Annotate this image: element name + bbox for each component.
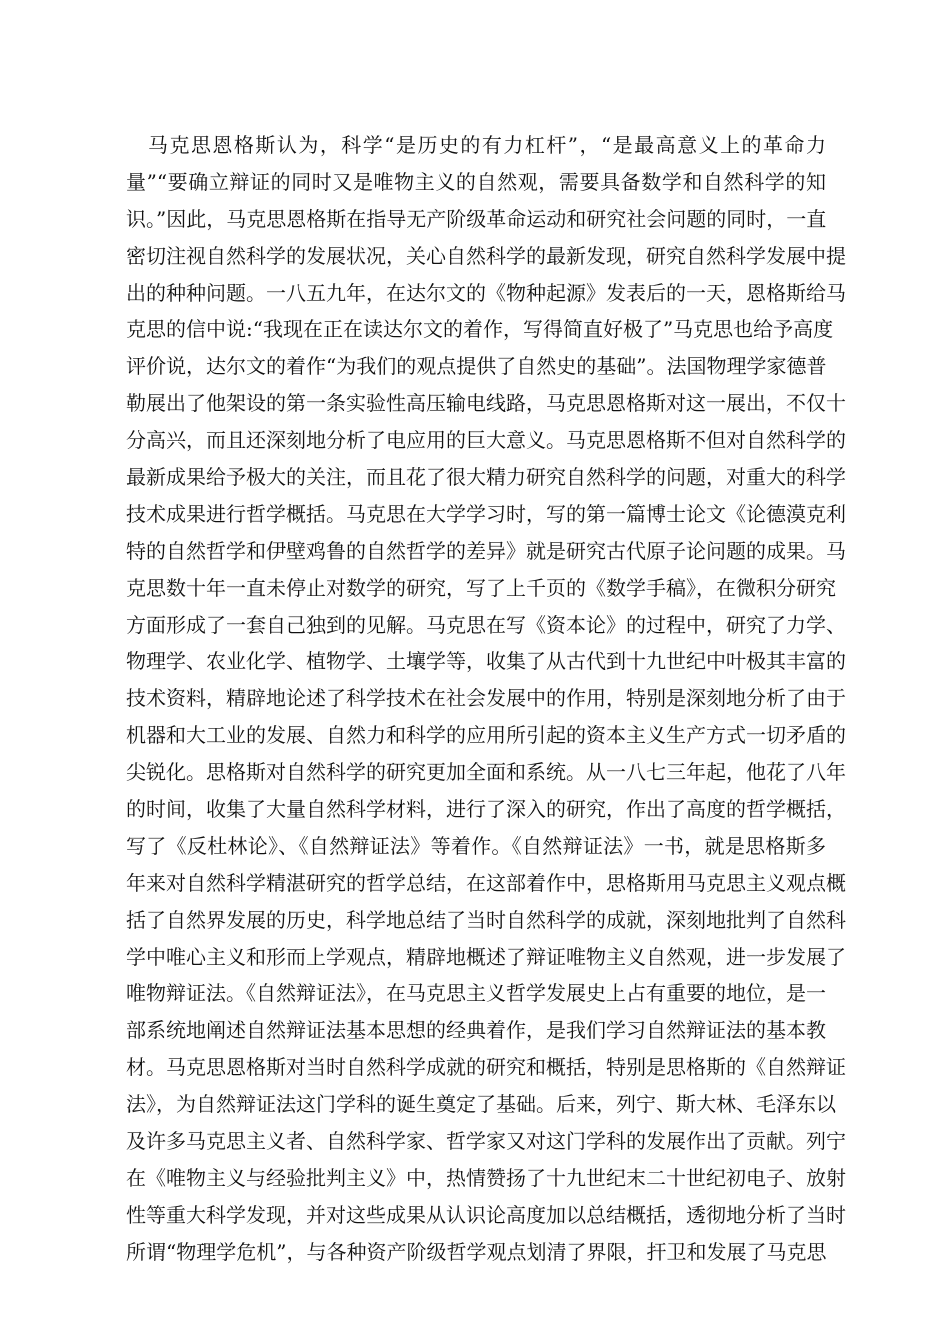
text-line: 克思的信中说:“我现在正在读达尔文的着作，写得简直好极了”马克思也给予高度 <box>126 317 834 342</box>
text-line: 克思数十年一直未停止对数学的研究，写了上千页的《数学手稿》，在微积分研究 <box>126 575 836 600</box>
text-line: 技术资料，精辟地论述了科学技术在社会发展中的作用，特别是深刻地分析了由于 <box>126 686 846 711</box>
text-line: 年来对自然科学精湛研究的哲学总结，在这部着作中，思格斯用马克思主义观点概 <box>126 870 846 895</box>
text-line: 最新成果给予极大的关注，而且花了很大精力研究自然科学的问题，对重大的科学 <box>126 465 846 490</box>
text-line: 性等重大科学发现，并对这些成果从认识论高度加以总结概括，透彻地分析了当时 <box>126 1202 846 1227</box>
text-line: 密切注视自然科学的发展状况，关心自然科学的最新发现，研究自然科学发展中提 <box>126 243 846 268</box>
text-line: 及许多马克思主义者、自然科学家、哲学家又对这门学科的发展作出了贡献。列宁 <box>126 1129 846 1154</box>
text-line: 量”“要确立辩证的同时又是唯物主义的自然观，需要具备数学和自然科学的知 <box>126 169 826 194</box>
text-line: 的时间，收集了大量自然科学材料，进行了深入的研究，作出了高度的哲学概括， <box>126 797 846 822</box>
text-line: 唯物辩证法。《自然辩证法》，在马克思主义哲学发展史上占有重要的地位，是一 <box>126 981 826 1006</box>
text-line: 括了自然界发展的历史，科学地总结了当时自然科学的成就，深刻地批判了自然科 <box>126 907 846 932</box>
text-line: 法》，为自然辩证法这门学科的诞生奠定了基础。后来，列宁、斯大林、毛泽东以 <box>126 1092 836 1117</box>
text-line: 分高兴，而且还深刻地分析了电应用的巨大意义。马克思恩格斯不但对自然科学的 <box>126 428 846 453</box>
text-line: 评价说，达尔文的着作“为我们的观点提供了自然史的基础”。法国物理学家德普 <box>126 354 827 379</box>
text-line: 技术成果进行哲学概括。马克思在大学学习时，写的第一篇博士论文《论德漠克利 <box>126 501 846 526</box>
text-line: 机器和大工业的发展、自然力和科学的应用所引起的资本主义生产方式一切矛盾的 <box>126 723 846 748</box>
text-line: 特的自然哲学和伊壁鸡鲁的自然哲学的差异》就是研究古代原子论问题的成果。马 <box>126 538 846 563</box>
text-line: 所谓“物理学危机”，与各种资产阶级哲学观点划清了界限，扞卫和发展了马克思 <box>126 1239 827 1264</box>
text-line: 材。马克思恩格斯对当时自然科学成就的研究和概括，特别是思格斯的《自然辩证 <box>126 1055 846 1080</box>
text-line: 物理学、农业化学、植物学、土壤学等，收集了从古代到十九世纪中叶极其丰富的 <box>126 649 846 674</box>
text-line: 勒展出了他架设的第一条实验性高压输电线路，马克思恩格斯对这一展出，不仅十 <box>126 391 846 416</box>
text-line: 写了《反杜林论》、《自然辩证法》等着作。《自然辩证法》一书，就是思格斯多 <box>126 833 826 858</box>
text-line: 马克思恩格斯认为，科学“是历史的有力杠杆”，“是最高意义上的革命力 <box>148 133 826 157</box>
text-line: 方面形成了一套自己独到的见解。马克思在写《资本论》的过程中，研究了力学、 <box>126 612 846 637</box>
text-line: 尖锐化。思格斯对自然科学的研究更加全面和系统。从一八七三年起，他花了八年 <box>126 760 846 785</box>
text-line: 出的种种问题。一八五九年，在达尔文的《物种起源》发表后的一天，恩格斯给马 <box>126 280 846 305</box>
text-line: 在《唯物主义与经验批判主义》中，热情赞扬了十九世纪末二十世纪初电子、放射 <box>126 1165 846 1190</box>
text-line: 识。”因此，马克思恩格斯在指导无产阶级革命运动和研究社会问题的同时，一直 <box>126 206 827 231</box>
text-line: 部系统地阐述自然辩证法基本思想的经典着作，是我们学习自然辩证法的基本教 <box>126 1018 826 1043</box>
text-line: 学中唯心主义和形而上学观点，精辟地概述了辩证唯物主义自然观，进一步发展了 <box>126 944 846 969</box>
body-paragraph <box>126 127 846 1271</box>
